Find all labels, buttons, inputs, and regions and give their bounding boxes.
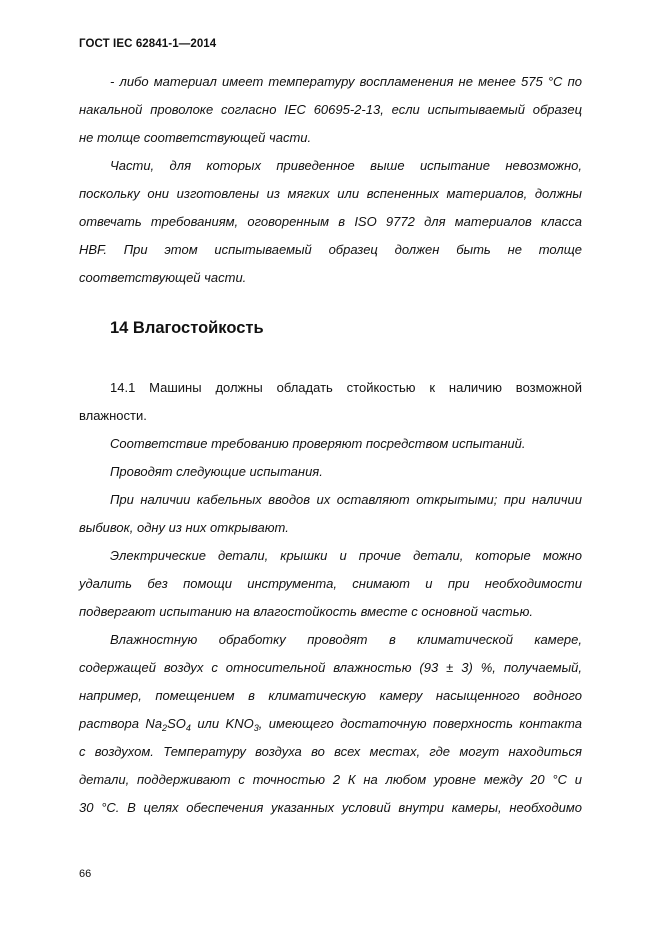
humidity-line-2: содержащей воздух с относительной влажностью (93 ± 3) %, получаемый,: [79, 660, 582, 675]
para2-line-4: HBF. При этом испытываемый образец должен быть не толще: [79, 242, 582, 257]
para1-line-1: - либо материал имеет температуру воспламенения не менее 575 °С по: [110, 74, 582, 89]
parts-line-2: удалить без помощи инструмента, снимают и при необходимости: [79, 576, 582, 591]
page-number: 66: [79, 868, 92, 880]
clause-line-2: влажности.: [79, 408, 147, 423]
subscript: 4: [185, 723, 191, 733]
humidity-text: раствора Na: [79, 716, 163, 731]
humidity-line-5: с воздухом. Температуру воздуха во всех местах, где могут находиться: [79, 744, 582, 759]
parts-line-1: Электрические детали, крышки и прочие детали, которые можно: [110, 548, 582, 563]
para2-line-5: соответствующей части.: [79, 270, 247, 285]
subscript: 3: [253, 723, 259, 733]
tests-line: Проводят следующие испытания.: [110, 464, 323, 479]
cable-line-2: выбивок, одну из них открывают.: [79, 520, 289, 535]
section-heading: 14 Влагостойкость: [110, 319, 264, 337]
para2-line-2: поскольку они изготовлены из мягких или вспененных материалов, должны: [79, 186, 582, 201]
humidity-line-3: например, помещением в климатическую камеру насыщенного водного: [79, 688, 582, 703]
para1-line-2: накальной проволоке согласно IEC 60695-2-13, если испытываемый образец: [79, 102, 582, 117]
subscript: 2: [162, 723, 168, 733]
humidity-line-4: [79, 716, 582, 732]
para1-line-3: не толще соответствующей части.: [79, 130, 312, 145]
humidity-line-7: 30 °С. В целях обеспечения указанных условий внутри камеры, необходимо: [79, 800, 582, 815]
para2-line-3: отвечать требованиям, оговоренным в ISO 9772 для материалов класса: [79, 214, 582, 229]
para2-line-1: Части, для которых приведенное выше испытание невозможно,: [110, 158, 582, 173]
humidity-text: , имеющего достаточную поверхность контакта: [258, 716, 582, 731]
humidity-line-1: Влажностную обработку проводят в климатической камере,: [110, 632, 582, 647]
humidity-line-6: детали, поддерживают с точностью 2 К на любом уровне между 20 °С и: [79, 772, 582, 787]
cable-line-1: При наличии кабельных вводов их оставляют открытыми; при наличии: [110, 492, 582, 507]
humidity-text: SO: [167, 716, 186, 731]
compliance-line: Соответствие требованию проверяют посредством испытаний.: [110, 436, 526, 451]
clause-line-1: 14.1 Машины должны обладать стойкостью к наличию возможной: [110, 380, 582, 395]
document-header: ГОСТ IEC 62841-1—2014: [79, 38, 217, 50]
parts-line-3: подвергают испытанию на влагостойкость вместе с основной частью.: [79, 604, 533, 619]
humidity-text: или KNO: [190, 716, 254, 731]
